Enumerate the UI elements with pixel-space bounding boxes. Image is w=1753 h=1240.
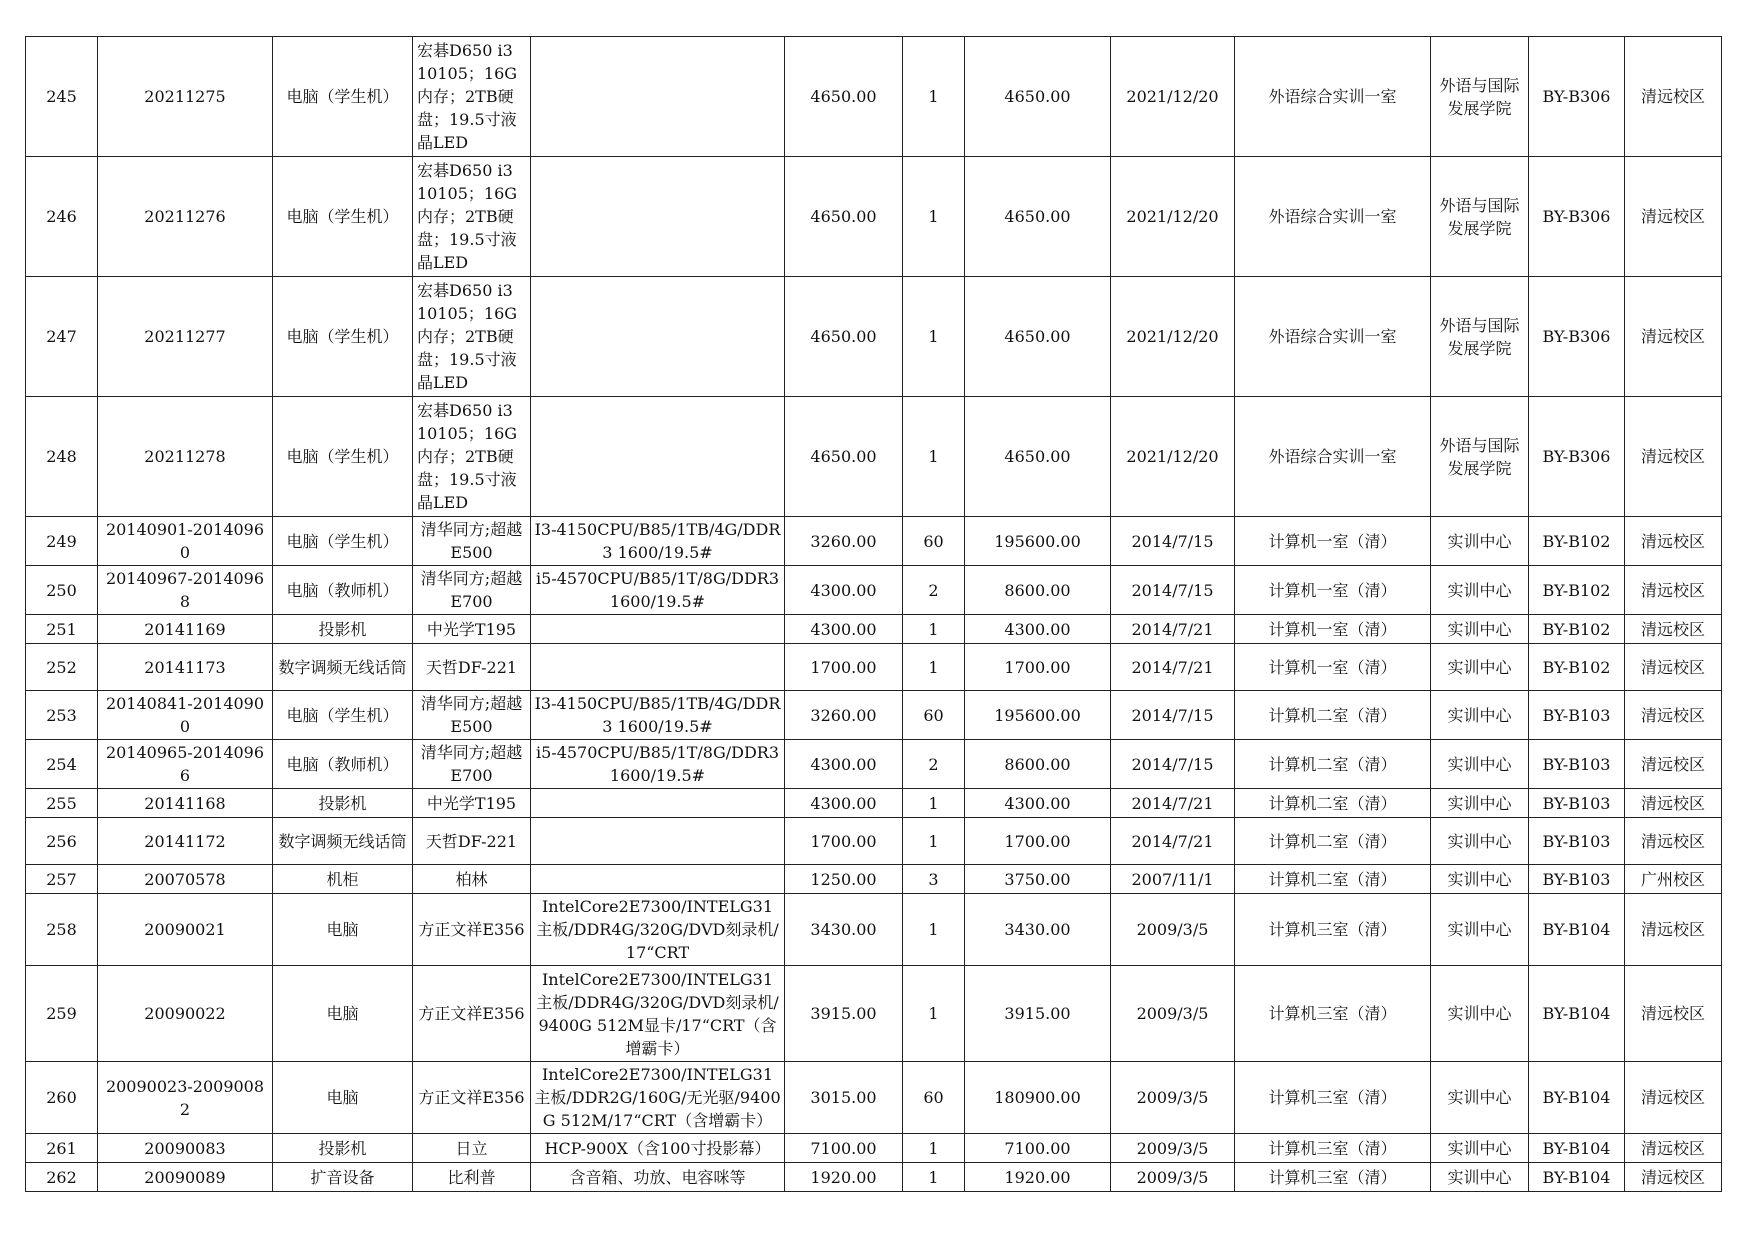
campus-cell: 清远校区 bbox=[1625, 566, 1722, 615]
row-number-cell: 259 bbox=[26, 966, 98, 1062]
asset-table bbox=[25, 36, 1722, 1192]
purchase-date-cell: 2014/7/15 bbox=[1111, 691, 1235, 740]
unit-price-cell: 3260.00 bbox=[785, 691, 903, 740]
asset-number-cell: 20090021 bbox=[98, 894, 273, 966]
department-cell: 实训中心 bbox=[1431, 1134, 1529, 1163]
model-spec-cell: 中光学T195 bbox=[413, 615, 531, 644]
quantity-cell: 60 bbox=[903, 1062, 965, 1134]
device-name-cell: 电脑（学生机） bbox=[273, 277, 413, 397]
model-spec-cell: 方正文祥E356 bbox=[413, 966, 531, 1062]
department-cell: 实训中心 bbox=[1431, 789, 1529, 818]
configuration-cell bbox=[531, 37, 785, 157]
model-spec-cell: 方正文祥E356 bbox=[413, 894, 531, 966]
quantity-cell: 1 bbox=[903, 644, 965, 691]
configuration-cell: IntelCore2E7300/INTELG31主板/DDR2G/160G/无光驱/9400G 512M/17“CRT（含增霸卡） bbox=[531, 1062, 785, 1134]
total-amount-cell: 4650.00 bbox=[965, 397, 1111, 517]
configuration-cell: i5-4570CPU/B85/1T/8G/DDR3 1600/19.5# bbox=[531, 740, 785, 789]
campus-cell: 清远校区 bbox=[1625, 277, 1722, 397]
department-cell: 实训中心 bbox=[1431, 966, 1529, 1062]
table-row bbox=[26, 894, 1722, 966]
campus-cell: 清远校区 bbox=[1625, 818, 1722, 865]
room-code-cell: BY-B306 bbox=[1529, 277, 1625, 397]
configuration-cell: I3-4150CPU/B85/1TB/4G/DDR3 1600/19.5# bbox=[531, 517, 785, 566]
room-code-cell: BY-B103 bbox=[1529, 789, 1625, 818]
quantity-cell: 1 bbox=[903, 397, 965, 517]
device-name-cell: 电脑（学生机） bbox=[273, 157, 413, 277]
total-amount-cell: 4650.00 bbox=[965, 277, 1111, 397]
table-row bbox=[26, 37, 1722, 157]
room-code-cell: BY-B104 bbox=[1529, 1134, 1625, 1163]
unit-price-cell: 4650.00 bbox=[785, 277, 903, 397]
room-code-cell: BY-B103 bbox=[1529, 740, 1625, 789]
department-cell: 实训中心 bbox=[1431, 894, 1529, 966]
purchase-date-cell: 2021/12/20 bbox=[1111, 37, 1235, 157]
table-row bbox=[26, 818, 1722, 865]
device-name-cell: 电脑（学生机） bbox=[273, 517, 413, 566]
total-amount-cell: 8600.00 bbox=[965, 740, 1111, 789]
configuration-cell bbox=[531, 644, 785, 691]
purchase-date-cell: 2009/3/5 bbox=[1111, 966, 1235, 1062]
row-number-cell: 262 bbox=[26, 1163, 98, 1192]
purchase-date-cell: 2009/3/5 bbox=[1111, 1062, 1235, 1134]
department-cell: 实训中心 bbox=[1431, 691, 1529, 740]
row-number-cell: 249 bbox=[26, 517, 98, 566]
configuration-cell bbox=[531, 865, 785, 894]
model-spec-cell: 比利普 bbox=[413, 1163, 531, 1192]
total-amount-cell: 1700.00 bbox=[965, 818, 1111, 865]
total-amount-cell: 7100.00 bbox=[965, 1134, 1111, 1163]
purchase-date-cell: 2014/7/15 bbox=[1111, 517, 1235, 566]
device-name-cell: 数字调频无线话筒 bbox=[273, 644, 413, 691]
quantity-cell: 1 bbox=[903, 615, 965, 644]
room-name-cell: 计算机一室（清） bbox=[1235, 644, 1431, 691]
row-number-cell: 245 bbox=[26, 37, 98, 157]
row-number-cell: 256 bbox=[26, 818, 98, 865]
device-name-cell: 电脑（学生机） bbox=[273, 37, 413, 157]
configuration-cell bbox=[531, 157, 785, 277]
asset-number-cell: 20090022 bbox=[98, 966, 273, 1062]
configuration-cell: I3-4150CPU/B85/1TB/4G/DDR3 1600/19.5# bbox=[531, 691, 785, 740]
quantity-cell: 1 bbox=[903, 1163, 965, 1192]
room-code-cell: BY-B102 bbox=[1529, 566, 1625, 615]
asset-number-cell: 20140965-20140966 bbox=[98, 740, 273, 789]
purchase-date-cell: 2007/11/1 bbox=[1111, 865, 1235, 894]
campus-cell: 清远校区 bbox=[1625, 157, 1722, 277]
quantity-cell: 1 bbox=[903, 277, 965, 397]
asset-number-cell: 20070578 bbox=[98, 865, 273, 894]
table-row bbox=[26, 644, 1722, 691]
model-spec-cell: 宏碁D650 i3 10105；16G内存；2TB硬盘；19.5寸液晶LED bbox=[413, 37, 531, 157]
asset-number-cell: 20140901-20140960 bbox=[98, 517, 273, 566]
unit-price-cell: 4300.00 bbox=[785, 740, 903, 789]
table-row bbox=[26, 517, 1722, 566]
room-name-cell: 计算机一室（清） bbox=[1235, 615, 1431, 644]
room-name-cell: 外语综合实训一室 bbox=[1235, 37, 1431, 157]
department-cell: 外语与国际发展学院 bbox=[1431, 157, 1529, 277]
unit-price-cell: 3260.00 bbox=[785, 517, 903, 566]
asset-number-cell: 20211276 bbox=[98, 157, 273, 277]
configuration-cell bbox=[531, 818, 785, 865]
department-cell: 实训中心 bbox=[1431, 615, 1529, 644]
unit-price-cell: 3015.00 bbox=[785, 1062, 903, 1134]
room-code-cell: BY-B306 bbox=[1529, 397, 1625, 517]
total-amount-cell: 3430.00 bbox=[965, 894, 1111, 966]
total-amount-cell: 3750.00 bbox=[965, 865, 1111, 894]
table-row bbox=[26, 1163, 1722, 1192]
room-name-cell: 计算机一室（清） bbox=[1235, 566, 1431, 615]
campus-cell: 清远校区 bbox=[1625, 789, 1722, 818]
room-name-cell: 计算机三室（清） bbox=[1235, 1062, 1431, 1134]
model-spec-cell: 中光学T195 bbox=[413, 789, 531, 818]
table-row bbox=[26, 966, 1722, 1062]
device-name-cell: 投影机 bbox=[273, 615, 413, 644]
asset-number-cell: 20090083 bbox=[98, 1134, 273, 1163]
unit-price-cell: 1700.00 bbox=[785, 644, 903, 691]
table-row bbox=[26, 566, 1722, 615]
row-number-cell: 247 bbox=[26, 277, 98, 397]
room-code-cell: BY-B104 bbox=[1529, 966, 1625, 1062]
device-name-cell: 电脑（教师机） bbox=[273, 740, 413, 789]
unit-price-cell: 1920.00 bbox=[785, 1163, 903, 1192]
purchase-date-cell: 2009/3/5 bbox=[1111, 1163, 1235, 1192]
asset-number-cell: 20141169 bbox=[98, 615, 273, 644]
device-name-cell: 机柜 bbox=[273, 865, 413, 894]
quantity-cell: 1 bbox=[903, 789, 965, 818]
table-row bbox=[26, 740, 1722, 789]
configuration-cell: IntelCore2E7300/INTELG31主板/DDR4G/320G/DVD刻录机/9400G 512M显卡/17“CRT（含增霸卡） bbox=[531, 966, 785, 1062]
room-code-cell: BY-B103 bbox=[1529, 818, 1625, 865]
campus-cell: 清远校区 bbox=[1625, 1062, 1722, 1134]
device-name-cell: 扩音设备 bbox=[273, 1163, 413, 1192]
department-cell: 实训中心 bbox=[1431, 566, 1529, 615]
total-amount-cell: 8600.00 bbox=[965, 566, 1111, 615]
total-amount-cell: 180900.00 bbox=[965, 1062, 1111, 1134]
room-name-cell: 计算机二室（清） bbox=[1235, 865, 1431, 894]
asset-number-cell: 20141172 bbox=[98, 818, 273, 865]
room-name-cell: 外语综合实训一室 bbox=[1235, 277, 1431, 397]
model-spec-cell: 日立 bbox=[413, 1134, 531, 1163]
room-name-cell: 计算机三室（清） bbox=[1235, 894, 1431, 966]
campus-cell: 清远校区 bbox=[1625, 517, 1722, 566]
unit-price-cell: 4650.00 bbox=[785, 397, 903, 517]
row-number-cell: 261 bbox=[26, 1134, 98, 1163]
row-number-cell: 248 bbox=[26, 397, 98, 517]
room-code-cell: BY-B306 bbox=[1529, 37, 1625, 157]
room-code-cell: BY-B104 bbox=[1529, 894, 1625, 966]
room-code-cell: BY-B104 bbox=[1529, 1163, 1625, 1192]
room-name-cell: 计算机二室（清） bbox=[1235, 740, 1431, 789]
department-cell: 实训中心 bbox=[1431, 740, 1529, 789]
purchase-date-cell: 2021/12/20 bbox=[1111, 277, 1235, 397]
campus-cell: 清远校区 bbox=[1625, 894, 1722, 966]
room-code-cell: BY-B102 bbox=[1529, 517, 1625, 566]
asset-number-cell: 20141173 bbox=[98, 644, 273, 691]
model-spec-cell: 宏碁D650 i3 10105；16G内存；2TB硬盘；19.5寸液晶LED bbox=[413, 397, 531, 517]
department-cell: 实训中心 bbox=[1431, 818, 1529, 865]
asset-number-cell: 20140841-20140900 bbox=[98, 691, 273, 740]
room-name-cell: 外语综合实训一室 bbox=[1235, 397, 1431, 517]
department-cell: 实训中心 bbox=[1431, 644, 1529, 691]
room-code-cell: BY-B103 bbox=[1529, 691, 1625, 740]
row-number-cell: 260 bbox=[26, 1062, 98, 1134]
room-name-cell: 计算机一室（清） bbox=[1235, 517, 1431, 566]
unit-price-cell: 4650.00 bbox=[785, 37, 903, 157]
department-cell: 实训中心 bbox=[1431, 1062, 1529, 1134]
asset-number-cell: 20211277 bbox=[98, 277, 273, 397]
department-cell: 外语与国际发展学院 bbox=[1431, 37, 1529, 157]
purchase-date-cell: 2021/12/20 bbox=[1111, 397, 1235, 517]
table-row bbox=[26, 397, 1722, 517]
table-row bbox=[26, 1062, 1722, 1134]
department-cell: 实训中心 bbox=[1431, 865, 1529, 894]
unit-price-cell: 4650.00 bbox=[785, 157, 903, 277]
device-name-cell: 电脑（教师机） bbox=[273, 566, 413, 615]
model-spec-cell: 柏林 bbox=[413, 865, 531, 894]
campus-cell: 清远校区 bbox=[1625, 966, 1722, 1062]
quantity-cell: 1 bbox=[903, 37, 965, 157]
room-code-cell: BY-B104 bbox=[1529, 1062, 1625, 1134]
quantity-cell: 60 bbox=[903, 517, 965, 566]
quantity-cell: 2 bbox=[903, 566, 965, 615]
row-number-cell: 258 bbox=[26, 894, 98, 966]
purchase-date-cell: 2014/7/21 bbox=[1111, 644, 1235, 691]
row-number-cell: 246 bbox=[26, 157, 98, 277]
purchase-date-cell: 2009/3/5 bbox=[1111, 894, 1235, 966]
room-code-cell: BY-B103 bbox=[1529, 865, 1625, 894]
campus-cell: 清远校区 bbox=[1625, 615, 1722, 644]
model-spec-cell: 清华同方;超越E700 bbox=[413, 566, 531, 615]
room-name-cell: 计算机二室（清） bbox=[1235, 818, 1431, 865]
campus-cell: 清远校区 bbox=[1625, 740, 1722, 789]
total-amount-cell: 4650.00 bbox=[965, 157, 1111, 277]
quantity-cell: 1 bbox=[903, 818, 965, 865]
campus-cell: 清远校区 bbox=[1625, 1134, 1722, 1163]
room-name-cell: 计算机三室（清） bbox=[1235, 966, 1431, 1062]
quantity-cell: 1 bbox=[903, 157, 965, 277]
table-row bbox=[26, 157, 1722, 277]
room-name-cell: 计算机三室（清） bbox=[1235, 1163, 1431, 1192]
campus-cell: 清远校区 bbox=[1625, 397, 1722, 517]
device-name-cell: 投影机 bbox=[273, 1134, 413, 1163]
purchase-date-cell: 2021/12/20 bbox=[1111, 157, 1235, 277]
quantity-cell: 1 bbox=[903, 966, 965, 1062]
table-row bbox=[26, 865, 1722, 894]
row-number-cell: 257 bbox=[26, 865, 98, 894]
model-spec-cell: 宏碁D650 i3 10105；16G内存；2TB硬盘；19.5寸液晶LED bbox=[413, 157, 531, 277]
total-amount-cell: 1700.00 bbox=[965, 644, 1111, 691]
purchase-date-cell: 2014/7/21 bbox=[1111, 818, 1235, 865]
configuration-cell bbox=[531, 789, 785, 818]
asset-number-cell: 20211275 bbox=[98, 37, 273, 157]
department-cell: 外语与国际发展学院 bbox=[1431, 277, 1529, 397]
row-number-cell: 251 bbox=[26, 615, 98, 644]
model-spec-cell: 天哲DF-221 bbox=[413, 644, 531, 691]
total-amount-cell: 4300.00 bbox=[965, 615, 1111, 644]
asset-number-cell: 20090089 bbox=[98, 1163, 273, 1192]
device-name-cell: 电脑 bbox=[273, 966, 413, 1062]
table-row bbox=[26, 1134, 1722, 1163]
row-number-cell: 255 bbox=[26, 789, 98, 818]
unit-price-cell: 3915.00 bbox=[785, 966, 903, 1062]
configuration-cell: 含音箱、功放、电容咪等 bbox=[531, 1163, 785, 1192]
row-number-cell: 250 bbox=[26, 566, 98, 615]
configuration-cell: i5-4570CPU/B85/1T/8G/DDR3 1600/19.5# bbox=[531, 566, 785, 615]
asset-table-body bbox=[26, 37, 1722, 1192]
total-amount-cell: 3915.00 bbox=[965, 966, 1111, 1062]
model-spec-cell: 清华同方;超越E500 bbox=[413, 517, 531, 566]
department-cell: 实训中心 bbox=[1431, 517, 1529, 566]
purchase-date-cell: 2009/3/5 bbox=[1111, 1134, 1235, 1163]
device-name-cell: 电脑（学生机） bbox=[273, 397, 413, 517]
configuration-cell: HCP-900X（含100寸投影幕） bbox=[531, 1134, 785, 1163]
model-spec-cell: 宏碁D650 i3 10105；16G内存；2TB硬盘；19.5寸液晶LED bbox=[413, 277, 531, 397]
quantity-cell: 3 bbox=[903, 865, 965, 894]
total-amount-cell: 195600.00 bbox=[965, 517, 1111, 566]
campus-cell: 广州校区 bbox=[1625, 865, 1722, 894]
purchase-date-cell: 2014/7/15 bbox=[1111, 566, 1235, 615]
department-cell: 外语与国际发展学院 bbox=[1431, 397, 1529, 517]
table-row bbox=[26, 691, 1722, 740]
device-name-cell: 电脑 bbox=[273, 1062, 413, 1134]
purchase-date-cell: 2014/7/21 bbox=[1111, 615, 1235, 644]
room-code-cell: BY-B306 bbox=[1529, 157, 1625, 277]
purchase-date-cell: 2014/7/21 bbox=[1111, 789, 1235, 818]
total-amount-cell: 4300.00 bbox=[965, 789, 1111, 818]
total-amount-cell: 1920.00 bbox=[965, 1163, 1111, 1192]
room-name-cell: 计算机二室（清） bbox=[1235, 789, 1431, 818]
total-amount-cell: 4650.00 bbox=[965, 37, 1111, 157]
row-number-cell: 253 bbox=[26, 691, 98, 740]
unit-price-cell: 1250.00 bbox=[785, 865, 903, 894]
unit-price-cell: 3430.00 bbox=[785, 894, 903, 966]
campus-cell: 清远校区 bbox=[1625, 691, 1722, 740]
device-name-cell: 投影机 bbox=[273, 789, 413, 818]
room-name-cell: 计算机三室（清） bbox=[1235, 1134, 1431, 1163]
configuration-cell bbox=[531, 615, 785, 644]
table-row bbox=[26, 789, 1722, 818]
purchase-date-cell: 2014/7/15 bbox=[1111, 740, 1235, 789]
room-name-cell: 计算机二室（清） bbox=[1235, 691, 1431, 740]
model-spec-cell: 清华同方;超越E700 bbox=[413, 740, 531, 789]
unit-price-cell: 7100.00 bbox=[785, 1134, 903, 1163]
room-code-cell: BY-B102 bbox=[1529, 615, 1625, 644]
total-amount-cell: 195600.00 bbox=[965, 691, 1111, 740]
configuration-cell bbox=[531, 277, 785, 397]
quantity-cell: 60 bbox=[903, 691, 965, 740]
asset-number-cell: 20090023-20090082 bbox=[98, 1062, 273, 1134]
department-cell: 实训中心 bbox=[1431, 1163, 1529, 1192]
asset-number-cell: 20141168 bbox=[98, 789, 273, 818]
table-row bbox=[26, 277, 1722, 397]
quantity-cell: 1 bbox=[903, 1134, 965, 1163]
device-name-cell: 电脑（学生机） bbox=[273, 691, 413, 740]
campus-cell: 清远校区 bbox=[1625, 1163, 1722, 1192]
room-name-cell: 外语综合实训一室 bbox=[1235, 157, 1431, 277]
unit-price-cell: 1700.00 bbox=[785, 818, 903, 865]
row-number-cell: 252 bbox=[26, 644, 98, 691]
unit-price-cell: 4300.00 bbox=[785, 566, 903, 615]
device-name-cell: 数字调频无线话筒 bbox=[273, 818, 413, 865]
configuration-cell bbox=[531, 397, 785, 517]
quantity-cell: 2 bbox=[903, 740, 965, 789]
campus-cell: 清远校区 bbox=[1625, 644, 1722, 691]
model-spec-cell: 天哲DF-221 bbox=[413, 818, 531, 865]
device-name-cell: 电脑 bbox=[273, 894, 413, 966]
room-code-cell: BY-B102 bbox=[1529, 644, 1625, 691]
table-row bbox=[26, 615, 1722, 644]
unit-price-cell: 4300.00 bbox=[785, 789, 903, 818]
row-number-cell: 254 bbox=[26, 740, 98, 789]
unit-price-cell: 4300.00 bbox=[785, 615, 903, 644]
configuration-cell: IntelCore2E7300/INTELG31主板/DDR4G/320G/DVD刻录机/17“CRT bbox=[531, 894, 785, 966]
model-spec-cell: 清华同方;超越E500 bbox=[413, 691, 531, 740]
model-spec-cell: 方正文祥E356 bbox=[413, 1062, 531, 1134]
campus-cell: 清远校区 bbox=[1625, 37, 1722, 157]
asset-number-cell: 20140967-20140968 bbox=[98, 566, 273, 615]
asset-number-cell: 20211278 bbox=[98, 397, 273, 517]
quantity-cell: 1 bbox=[903, 894, 965, 966]
